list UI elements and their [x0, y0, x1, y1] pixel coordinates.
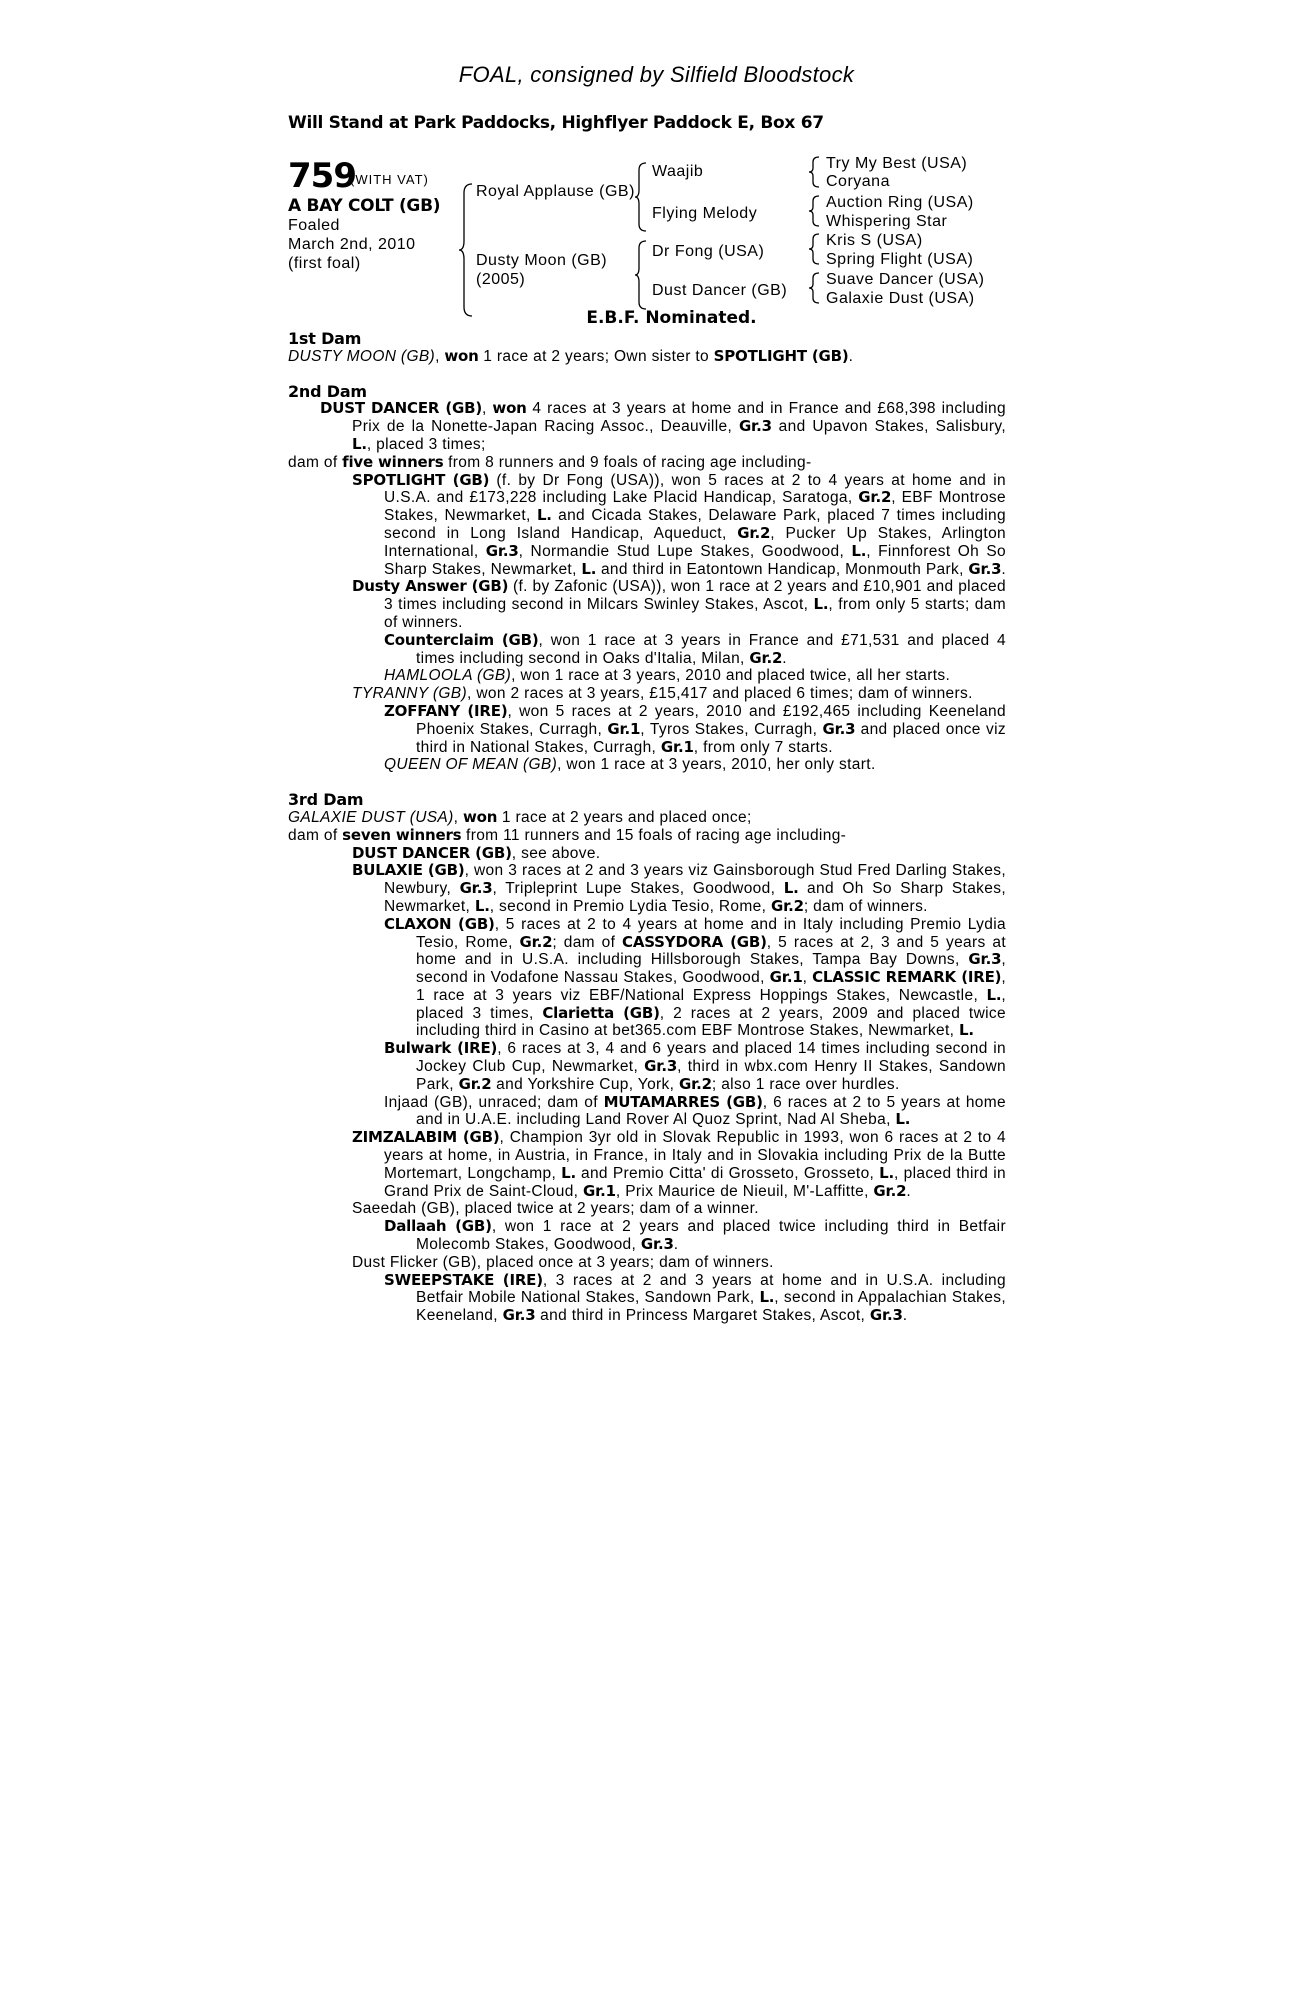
text-run: Saeedah (GB), placed twice at 2 years; dam of a winner.: [352, 1200, 759, 1218]
horse-name: HAMLOOLA (GB): [384, 667, 512, 685]
dam-dam: Dust Dancer (GB): [652, 282, 788, 299]
produce-entry: [288, 578, 1006, 631]
text-run: .: [902, 1307, 908, 1325]
gen3-brace-2: [808, 195, 820, 227]
won-word: won: [492, 399, 527, 418]
grade: Gr.3: [869, 1306, 903, 1325]
text-run: , second in Vodafone Nassau Stakes, Goodwood,: [416, 951, 1006, 987]
stand-location: Will Stand at Park Paddocks, Highflyer Paddock E, Box 67: [288, 113, 824, 133]
lot-title: A BAY COLT (GB): [288, 196, 441, 216]
grade: L.: [986, 985, 1002, 1004]
text-run: (f. by Zafonic (USA)), won 1 race at 2 years and £10,901 and placed 3 times including second in Milcars Swinley Stakes, Ascot,: [384, 578, 1006, 614]
grade: Gr.3: [822, 719, 856, 738]
ancestor-8: Galaxie Dust (USA): [826, 290, 975, 307]
produce-entry: [288, 845, 1006, 863]
grade: Gr.2: [873, 1181, 907, 1200]
text-run: Injaad (GB), unraced; dam of: [384, 1093, 604, 1111]
text-run: , see above.: [511, 844, 601, 862]
text-run: , won 1 race at 3 years, 2010, her only start.: [557, 756, 876, 774]
dam-brace: [634, 240, 648, 310]
winners-count: five winners: [342, 452, 444, 471]
sire-name: Royal Applause (GB): [476, 183, 635, 200]
grade: Gr.1: [582, 1181, 616, 1200]
text-run: .: [906, 1182, 911, 1200]
text-run: and Cicada Stakes, Delaware Park, placed 7 times including second in Long Island Handicap, Aqueduct,: [384, 507, 1006, 542]
produce-entry: [288, 1094, 1006, 1130]
text-run: , EBF Montrose Stakes, Newmarket,: [384, 489, 1006, 525]
horse-name: CLASSIC REMARK (IRE): [812, 968, 1002, 987]
third-dam-text: GALAXIE DUST (USA), won 1 race at 2 years and placed once;: [288, 807, 752, 826]
produce-entry: [288, 1272, 1006, 1325]
grade: L.: [536, 506, 552, 525]
grade: Gr.2: [770, 896, 804, 915]
text-run: ; dam of winners.: [803, 897, 928, 915]
text-run: Dust Flicker (GB), placed once at 3 years; dam of winners.: [352, 1253, 774, 1271]
text-run: .: [782, 649, 787, 667]
horse-name: Bulwark (IRE): [384, 1039, 498, 1058]
gen3-brace-1: [808, 156, 820, 188]
ancestor-3: Auction Ring (USA): [826, 194, 974, 211]
text-run: , won 1 race at 3 years, 2010 and placed twice, all her starts.: [511, 667, 951, 685]
text-run: , placed 3 times,: [416, 986, 1006, 1022]
dam-name: GALAXIE DUST (USA): [288, 808, 454, 826]
text-run: , 6 races at 3, 4 and 6 years and placed 14 times including second in Jockey Club Cup, Newmarket,: [416, 1040, 1006, 1076]
produce-entry: [288, 1129, 1006, 1200]
text-run: and Premio Citta' di Grosseto, Grosseto,: [576, 1164, 880, 1182]
horse-name: Dusty Answer (GB): [352, 577, 509, 596]
text-run: , second in Appalachian Stakes, Keeneland,: [416, 1289, 1006, 1325]
text-run: and Yorkshire Cup, York,: [491, 1075, 679, 1093]
grade: L.: [958, 1021, 974, 1040]
ancestor-4: Whispering Star: [826, 213, 948, 230]
produce-entry: [288, 916, 1006, 1041]
first-dam-text: DUSTY MOON (GB), won 1 race at 2 years; Own sister to SPOTLIGHT (GB).: [288, 346, 854, 365]
ancestor-6: Spring Flight (USA): [826, 251, 974, 268]
foaled-label: Foaled: [288, 217, 340, 234]
text-run: ; dam of: [552, 933, 623, 951]
dam-year: (2005): [476, 271, 526, 288]
text-run: .: [1001, 560, 1006, 578]
text-run: , won 1 race at 2 years and placed twice including third in Betfair Molecomb Stakes, Goodwood,: [416, 1218, 1006, 1254]
grade: Gr.2: [858, 488, 892, 507]
ancestor-5: Kris S (USA): [826, 232, 923, 249]
text-run: , Finnforest Oh So Sharp Stakes, Newmarket,: [384, 542, 1006, 578]
grade: L.: [474, 896, 490, 915]
won-word: won: [462, 807, 498, 826]
horse-name: TYRANNY (GB): [352, 685, 468, 703]
sire-brace: [634, 162, 648, 232]
ancestor-1: Try My Best (USA): [826, 155, 968, 172]
text-run: ,: [802, 969, 813, 987]
vat-note: (WITH VAT): [350, 172, 429, 187]
ebf-nominated: E.B.F. Nominated.: [586, 308, 757, 328]
grade: Gr.1: [660, 737, 694, 756]
sister-name: SPOTLIGHT (GB): [713, 346, 849, 365]
text-run: .: [848, 347, 854, 365]
grade: Gr.2: [737, 523, 771, 542]
produce-entry: [288, 756, 1006, 774]
foaled-date: March 2nd, 2010: [288, 236, 416, 253]
horse-name: BULAXIE (GB): [352, 861, 465, 880]
text-run: , placed third in Grand Prix de Saint-Cloud,: [384, 1164, 1006, 1200]
dam-name: DUST DANCER (GB): [320, 399, 482, 418]
text-run: dam of: [288, 453, 343, 471]
horse-name: SPOTLIGHT (GB): [352, 470, 490, 489]
horse-name: Clarietta (GB): [542, 1003, 660, 1022]
text-run: , Pucker Up Stakes, Arlington International,: [384, 524, 1007, 560]
text-run: ; also 1 race over hurdles.: [711, 1075, 900, 1093]
lot-number: 759: [288, 156, 356, 196]
text-run: (f. by Dr Fong (USA)), won 5 races at 2 to 4 years at home and in U.S.A. and £173,228 including Lake Placid Handicap, Saratoga,: [384, 471, 1006, 507]
grade: Gr.3: [738, 417, 772, 436]
won-word: won: [444, 346, 479, 365]
grade: L.: [783, 879, 799, 898]
grade: L.: [851, 541, 867, 560]
text-run: , from only 7 starts.: [693, 738, 833, 756]
gen3-brace-4: [808, 272, 820, 304]
grade: L.: [895, 1110, 911, 1129]
text-run: , third in wbx.com Henry II Stakes, Sandown Park,: [416, 1058, 1006, 1093]
text-run: from 11 runners and 15 foals of racing age including-: [461, 826, 847, 844]
produce-entry: [288, 685, 1006, 703]
horse-name: Dallaah (GB): [384, 1217, 492, 1236]
grade: L.: [561, 1163, 577, 1182]
grade: Gr.1: [607, 719, 641, 738]
text-run: , 5 races at 2, 3 and 5 years at home and in U.S.A. including Hillsborough Stakes, Tampa Bay Downs,: [416, 933, 1006, 969]
text-run: 1 race at 2 years; Own sister to: [478, 347, 714, 365]
text-run: from 8 runners and 9 foals of racing age including-: [443, 453, 812, 471]
text-run: 1 race at 2 years and placed once;: [497, 808, 752, 826]
grade: Gr.1: [769, 968, 803, 987]
ancestor-2: Coryana: [826, 173, 890, 190]
horse-name: ZIMZALABIM (GB): [352, 1128, 500, 1147]
second-dam-text: DUST DANCER (GB), won 4 races at 3 years at home and in France and £68,398 including Prix de la Nonette-Japan Racing Assoc., Deauville, Gr.3 and Upavon Stakes, Salisbury, L., placed 3 times;: [320, 399, 1007, 453]
first-dam-heading: 1st Dam: [288, 329, 362, 348]
horse-name: QUEEN OF MEAN (GB): [384, 756, 558, 774]
grade: Gr.2: [519, 932, 553, 951]
grade: Gr.2: [458, 1074, 492, 1093]
text-run: , won 5 races at 2 years, 2010 and £192,465 including Keeneland Phoenix Stakes, Curragh,: [416, 702, 1006, 738]
text-run: dam of: [288, 826, 343, 844]
text-run: , Tripleprint Lupe Stakes, Goodwood,: [492, 880, 784, 898]
text-run: and Oh So Sharp Stakes, Newmarket,: [384, 880, 1007, 915]
text-run: 4 races at 3 years at home and in France and £68,398 including Prix de la Nonette-Japan Racing Assoc., Deauville,: [352, 400, 1006, 436]
horse-name: Counterclaim (GB): [384, 630, 539, 649]
horse-name: ZOFFANY (IRE): [384, 701, 508, 720]
grade: Gr.3: [502, 1306, 536, 1325]
grade: Gr.3: [640, 1235, 674, 1254]
horse-name: SWEEPSTAKE (IRE): [384, 1270, 543, 1289]
produce-entry: [288, 1200, 1006, 1218]
second-dam-produce-summary: [288, 454, 1006, 472]
dam-name: DUSTY MOON (GB): [288, 347, 436, 365]
produce-entry: [288, 703, 1006, 756]
ancestor-7: Suave Dancer (USA): [826, 271, 985, 288]
text-run: , placed 3 times;: [366, 435, 486, 453]
produce-entry: [288, 1040, 1006, 1093]
text-run: .: [673, 1236, 679, 1254]
text-run: , second in Premio Lydia Tesio, Rome,: [489, 897, 771, 915]
text-run: and Upavon Stakes, Salisbury,: [771, 418, 1007, 436]
second-dam-heading: 2nd Dam: [288, 381, 367, 401]
horse-name: MUTAMARRES (GB): [603, 1092, 763, 1111]
horse-name: CASSYDORA (GB): [622, 932, 767, 951]
produce-entry: [288, 472, 1006, 579]
grade: L.: [352, 434, 367, 453]
text-run: , won 3 races at 2 and 3 years viz Gainsborough Stud Fred Darling Stakes, Newbury,: [384, 862, 1006, 898]
text-run: , 5 races at 2 to 4 years at home and in Italy including Premio Lydia Tesio, Rome,: [416, 915, 1006, 951]
text-run: , won 2 races at 3 years, £15,417 and placed 6 times; dam of winners.: [467, 685, 973, 703]
pedigree-brace-main: [458, 183, 474, 317]
sire-dam: Flying Melody: [652, 205, 758, 222]
grade: Gr.3: [968, 559, 1002, 578]
text-run: , from only 5 starts; dam of winners.: [384, 596, 1007, 631]
produce-entry: [288, 1218, 1006, 1254]
text-run: , 3 races at 2 and 3 years at home and in U.S.A. including Betfair Mobile National Stakes, Sandown Park,: [416, 1271, 1007, 1307]
horse-name: DUST DANCER (GB): [352, 843, 512, 862]
text-run: and placed once viz third in National Stakes, Curragh,: [416, 720, 1006, 756]
text-run: , Prix Maurice de Nieuil, M'-Laffitte,: [615, 1182, 874, 1200]
grade: Gr.3: [968, 950, 1002, 969]
dam-name: Dusty Moon (GB): [476, 252, 608, 269]
text-run: and third in Princess Margaret Stakes, Ascot,: [535, 1307, 870, 1325]
first-foal-note: (first foal): [288, 255, 361, 272]
text-run: , Tyros Stakes, Curragh,: [640, 720, 823, 738]
gen3-brace-3: [808, 233, 820, 265]
text-run: , Champion 3yr old in Slovak Republic in 1993, won 6 races at 2 to 4 years at home, in Austria, in France, in Italy and in Slovakia including Prix de la Butte Mortemart, Longchamp,: [384, 1129, 1006, 1182]
text-run: , 1 race at 3 years viz EBF/National Express Hoppings Stakes, Newcastle,: [416, 969, 1006, 1004]
third-dam-produce-summary: [288, 827, 1006, 845]
produce-entry: [288, 862, 1006, 915]
grade: L.: [759, 1288, 775, 1307]
grade: Gr.3: [485, 541, 519, 560]
sire-sire: Waajib: [652, 163, 704, 180]
consignment-line: FOAL, consigned by Silfield Bloodstock: [458, 62, 855, 87]
third-dam-heading: 3rd Dam: [288, 790, 364, 810]
grade: L.: [581, 559, 597, 578]
produce-entry: [288, 667, 1006, 685]
winners-count: seven winners: [342, 825, 462, 844]
grade: L.: [879, 1163, 895, 1182]
text-run: , 6 races at 2 to 5 years at home and in U.A.E. including Land Rover Al Quoz Sprint, Nad Al Sheba,: [416, 1093, 1006, 1129]
dam-sire: Dr Fong (USA): [652, 243, 765, 260]
grade: Gr.3: [459, 879, 493, 898]
text-run: , won 1 race at 3 years in France and £71,531 and placed 4 times including second in Oaks d'Italia, Milan,: [416, 631, 1006, 667]
grade: Gr.2: [749, 648, 783, 667]
produce-record: [288, 330, 1006, 1325]
pedigree-block: [288, 150, 1008, 320]
text-run: , 2 races at 2 years, 2009 and placed twice including third in Casino at bet365.com EBF Montrose Stakes, Newmarket,: [416, 1004, 1006, 1040]
grade: Gr.2: [678, 1074, 712, 1093]
text-run: , Normandie Stud Lupe Stakes, Goodwood,: [518, 542, 852, 560]
horse-name: CLAXON (GB): [384, 914, 495, 933]
grade: L.: [813, 595, 829, 614]
grade: Gr.3: [644, 1057, 678, 1076]
produce-entry: [288, 632, 1006, 668]
produce-entry: [288, 1254, 1006, 1272]
text-run: and third in Eatontown Handicap, Monmouth Park,: [596, 560, 969, 578]
